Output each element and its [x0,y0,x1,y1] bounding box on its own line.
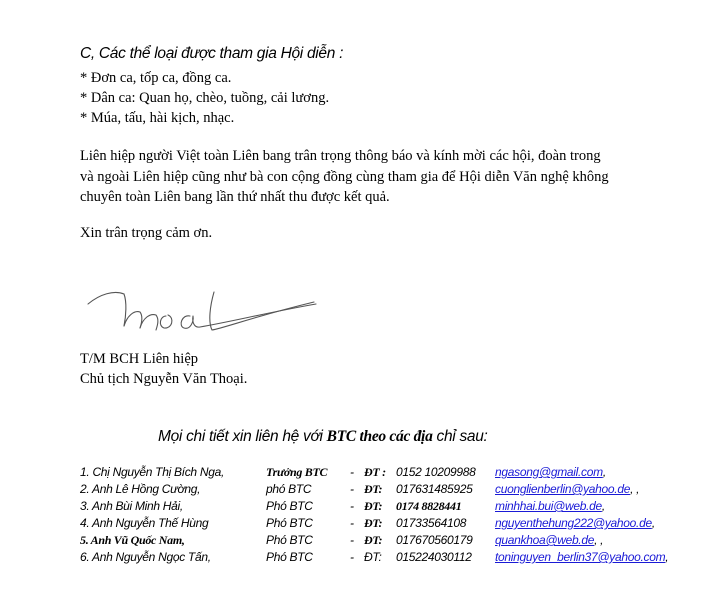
contact-row [80,533,710,550]
contact-tail: , , [630,482,640,496]
category-item: * Dân ca: Quan họ, chèo, tuồng, cải lương. [80,90,330,106]
contact-phone: 0174 8828441 [396,499,462,513]
contact-tail: , [601,499,605,513]
contact-role: phó BTC [266,482,312,496]
contact-row [80,482,710,499]
contact-phone: 017670560179 [396,533,473,547]
contact-role: Phó BTC [266,550,313,564]
section-title: C, Các thể loại được tham gia Hội diễn : [80,45,344,62]
contact-tail: , [651,516,655,530]
contact-dash: - [350,550,354,564]
contact-phone-label: ĐT : [364,465,386,479]
contact-phone-label: ĐT: [364,516,383,530]
contact-email-link[interactable]: cuonglienberlin@yahoo.de [495,482,631,496]
signature-image [80,282,330,344]
contact-row [80,516,710,533]
contact-name: 4. Anh Nguyễn Thế Hùng [80,516,209,530]
contact-role: Phó BTC [266,516,313,530]
contact-phone-label: ĐT: [364,533,383,547]
contact-phone: 015224030112 [396,550,472,564]
contact-phone-label: ĐT: [364,550,382,564]
paragraph-line: và ngoài Liên hiệp cũng như bà con cộng đồng cùng tham gia để Hội diễn Văn nghệ không [80,168,609,185]
contact-dash: - [350,533,354,547]
contact-name: 3. Anh Bùi Minh Hải, [80,499,183,513]
contact-dash: - [350,482,354,496]
category-list [80,68,329,128]
contact-heading-part: Mọi chi tiết xin liên hệ với [158,428,327,445]
contact-email-link[interactable]: nguyenthehung222@yahoo.de [495,516,652,530]
handwritten-signature [80,282,330,344]
contact-name: 1. Chị Nguyễn Thị Bích Nga, [80,465,224,479]
contact-role: Phó BTC [266,499,313,513]
contact-phone: 017631485925 [396,482,473,496]
contact-phone-label: ĐT: [364,482,383,496]
contact-row [80,499,710,516]
category-item: * Múa, tấu, hài kịch, nhạc. [80,110,235,126]
contact-email-link[interactable]: minhhai.bui@web.de [495,499,602,513]
contact-phone-label: ĐT: [364,499,383,513]
contact-tail: , [665,550,669,564]
contact-role: Phó BTC [266,533,313,547]
paragraph-line: chuyên toàn Liên bang lần thứ nhất thu được kết quả. [80,189,390,205]
signer-block [80,349,247,389]
contact-email-link[interactable]: quankhoa@web.de [495,533,595,547]
contact-email-link[interactable]: ngasong@gmail.com [495,465,603,479]
invitation-paragraph [80,146,710,208]
contact-email-link[interactable]: toninguyen_berlin37@yahoo.com [495,550,666,564]
contact-dash: - [350,465,354,479]
contact-row [80,550,710,567]
contact-heading [158,428,488,446]
contact-heading-bold: BTC theo các địa [326,428,433,445]
contact-phone: 0152 10209988 [396,465,476,479]
contact-list [80,465,710,567]
contact-name: 6. Anh Nguyễn Ngọc Tấn, [80,550,211,564]
contact-tail: , [602,465,606,479]
contact-name: 2. Anh Lê Hồng Cường, [80,482,201,496]
contact-phone: 01733564108 [396,516,467,530]
signer-name: Chủ tịch Nguyễn Văn Thoại. [80,371,248,387]
contact-name: 5. Anh Vũ Quốc Nam, [80,533,185,547]
contact-role: Trưởng BTC [266,465,328,479]
contact-heading-part: chỉ sau: [432,428,488,445]
contact-dash: - [350,499,354,513]
category-item: * Đơn ca, tốp ca, đồng ca. [80,70,232,86]
contact-tail: , , [594,533,604,547]
contact-row [80,465,710,482]
thanks-line: Xin trân trọng cảm ơn. [80,225,213,241]
contact-dash: - [350,516,354,530]
signer-title: T/M BCH Liên hiệp [80,351,199,367]
paragraph-line: Liên hiệp người Việt toàn Liên bang trân trọng thông báo và kính mời các hội, đoàn trong [80,148,601,164]
